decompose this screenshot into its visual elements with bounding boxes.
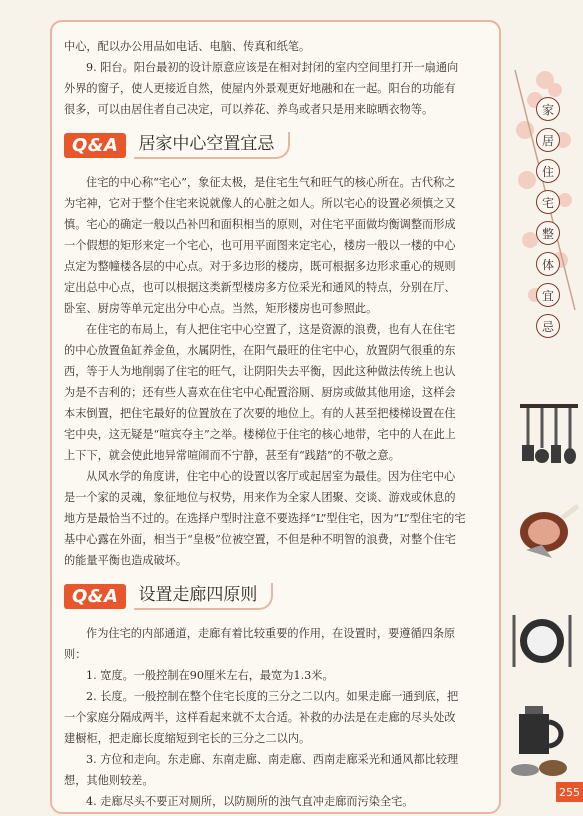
paragraph: 4. 走廊尽头不要正对厕所，以防厕所的浊气直冲走廊而污染全宅。 [86, 795, 414, 808]
section-title: 设置走廊四原则 [134, 583, 273, 610]
paragraph: 3. 方位和走向。东走廊、东南走廊、南走廊、西南走廊采光和通风都比较理想，其他则较差。 [64, 753, 459, 787]
paragraph: 从风水学的角度讲，住宅中心的设置以客厅或起居室为最佳。因为住宅中心是一个家的灵魂，象征地位与权势，用来作为全家人团聚、交谈、游戏或休息的地方是最恰当不过的。在选择户型时注意不要选择“L”型住宅，因为“L”型住宅的宅基中心露在外面，相当于“皇极”位被空置，不但是种不明智的浪费，对整个住宅的能量平衡也造成破坏。 [64, 470, 466, 567]
section-heading-center [64, 130, 466, 160]
plate-illustration [506, 605, 578, 677]
sidebar-char: 宅 [536, 190, 560, 214]
sidebar-char: 居 [536, 128, 560, 152]
ham-illustration [512, 500, 580, 560]
sidebar-char: 体 [536, 252, 560, 276]
paragraph: 2. 长度。一般控制在整个住宅长度的三分之二以内。如果走廊一通到底，把一个家庭分隔成两半，这样看起来就不太合适。补救的办法是在走廊的尽头处改建橱柜，把走廊长度缩短到宅长的三分之二以内。 [64, 690, 459, 745]
section-title: 居家中心空置宜忌 [134, 132, 290, 159]
section-heading-corridor [64, 581, 466, 611]
page-number: 255 [556, 782, 583, 802]
sidebar-char: 宜 [536, 283, 560, 307]
sidebar-char: 住 [536, 159, 560, 183]
utensils-illustration [518, 400, 580, 470]
teapot-illustration [505, 700, 575, 780]
paragraph: 作为住宅的内部通道，走廊有着比较重要的作用，在设置时，要遵循四条原则： [64, 627, 456, 661]
sidebar-char: 整 [536, 221, 560, 245]
qa-badge: Q&A [64, 584, 126, 609]
qa-badge: Q&A [64, 133, 126, 158]
paragraph: 1. 宽度。一般控制在90厘米左右，最宽为1.3米。 [86, 669, 334, 682]
sidebar-title [536, 97, 562, 345]
paragraph: 9. 阳台。阳台最初的设计原意应该是在相对封闭的室内空间里打开一扇通向外界的窗子，使人更接近自然，使屋内外景观更好地融和在一起。阳台的功能有很多，可以由居住者自己决定，可以养花、养鸟或者只是用来晾晒衣物等。 [64, 61, 459, 116]
paragraph: 中心，配以办公用品如电话、电脑、传真和纸笔。 [64, 40, 311, 53]
paragraph: 住宅的中心称“宅心”，象征太极，是住宅生气和旺气的核心所在。古代称之为宅神，它对于整个住宅来说就像人的心脏之如人。所以宅心的设置必须慎之又慎。宅心的确定一般以凸补凹和面积相当的原则，对住宅平面做均衡调整而形成一个假想的矩形来定一个宅心，也可用平面图来定宅心，楼房一般以一楼的中心点定为整幢楼各层的中心点。对于多边形的楼房，既可根据多边形求重心的规则定出总中心点，也可以根据这类新型楼房多方位采光和通风的特点，分别在厅、卧室、厨房等单元定出分中心点。当然，矩形楼房也可参照此。 [64, 176, 456, 315]
paragraph: 在住宅的布局上，有人把住宅中心空置了，这是资源的浪费，也有人在住宅的中心放置鱼缸养金鱼，水属阴性，在阳气最旺的住宅中心，放置阴气很重的东西，等于人为地削弱了住宅的旺气，让阴阳失去平衡，因此这种做法传统上也认为是不吉利的；还有些人喜欢在住宅中心配置浴厕、厨房或做其他用途，这样会本末倒置，把住宅最好的位置放在了次要的地位上。有的人甚至把楼梯设置在住宅中央，这无疑是“喧宾夺主”之举。楼梯位于住宅的核心地带，宅中的人在此上上下下，就会使此地异常喧闹而不宁静，甚至有“践踏”的不敬之意。 [64, 323, 456, 462]
sidebar-char: 家 [536, 97, 560, 121]
sidebar-char: 忌 [536, 314, 560, 338]
main-content [64, 36, 466, 812]
